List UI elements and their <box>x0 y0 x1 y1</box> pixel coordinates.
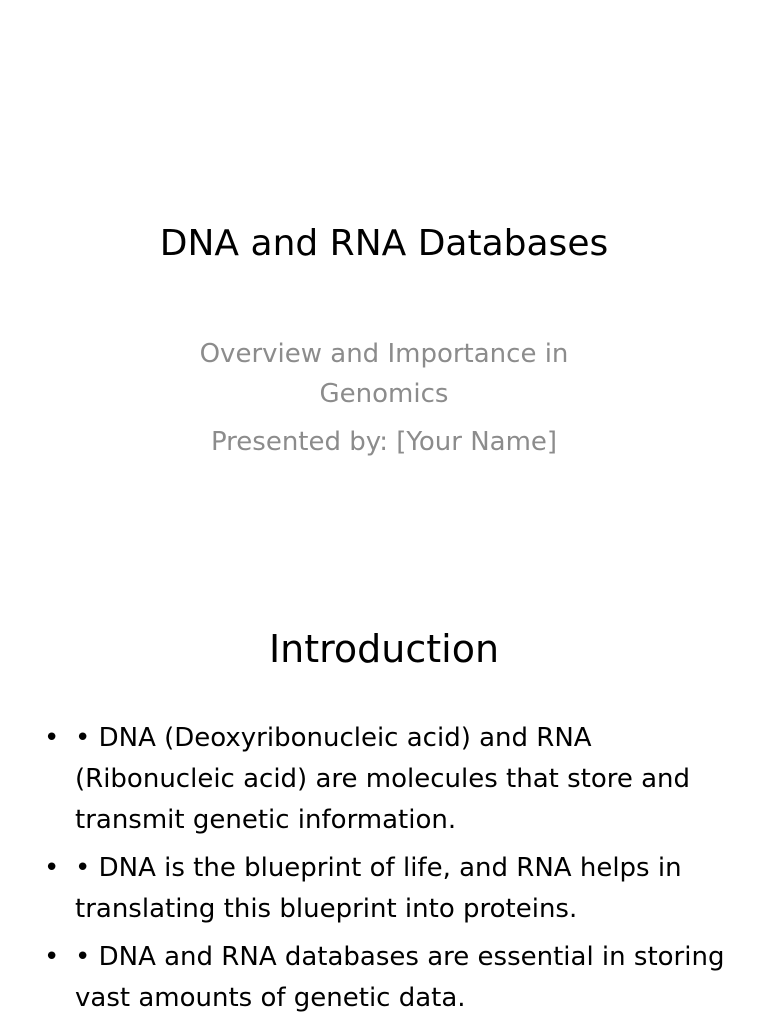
bullet-text: • DNA is the blueprint of life, and RNA helps in translating this blueprint into proteins. <box>75 853 682 924</box>
bullet-item <box>44 718 734 841</box>
slide-subtitle <box>150 334 618 462</box>
bullet-marker: • <box>44 942 60 972</box>
bullet-marker: • <box>44 723 60 753</box>
slide-title: DNA and RNA Databases <box>159 223 609 264</box>
slide-title: Introduction <box>268 627 500 671</box>
bullet-list <box>44 718 734 1024</box>
subtitle-line: Overview and Importance in Genomics <box>199 339 569 409</box>
presenter-line: Presented by: [Your Name] <box>210 427 558 457</box>
introduction-slide <box>0 576 768 1024</box>
bullet-item <box>44 937 734 1019</box>
bullet-item <box>44 848 734 930</box>
bullet-text: • DNA (Deoxyribonucleic acid) and RNA (Ribonucleic acid) are molecules that store and transmit genetic information. <box>75 723 691 835</box>
bullet-text: • DNA and RNA databases are essential in storing vast amounts of genetic data. <box>75 942 725 1013</box>
bullet-marker: • <box>44 853 60 883</box>
